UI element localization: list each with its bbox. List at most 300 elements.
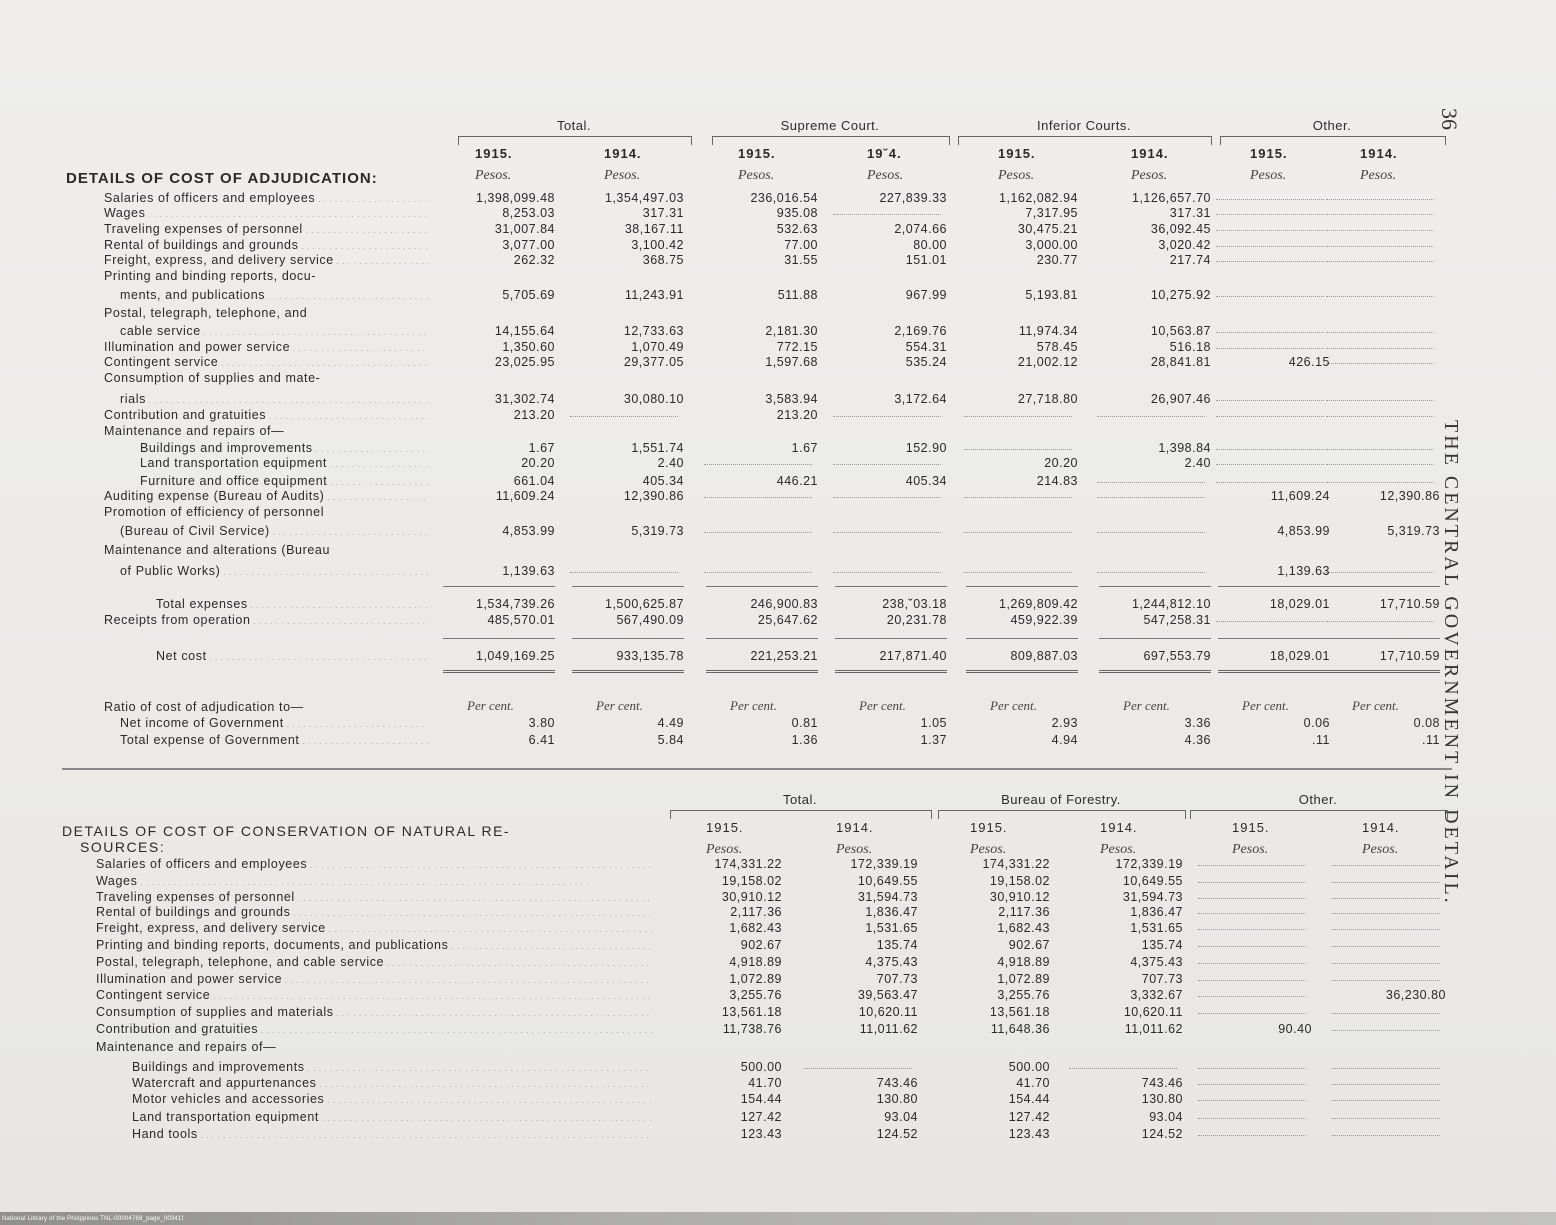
- blank-cell: [1198, 963, 1306, 964]
- value-cell: 1.67: [528, 441, 555, 455]
- value-cell: 4,918.89: [997, 955, 1050, 969]
- row-label: Receipts from operation . . .: [104, 613, 428, 627]
- section-divider: [62, 768, 1452, 770]
- blank-cell: [1097, 416, 1205, 417]
- table-row: [0, 340, 1556, 354]
- table-row: [0, 1110, 1556, 1124]
- value-cell: 31.55: [784, 253, 818, 267]
- value-cell: 3.36: [1184, 716, 1211, 730]
- row-label: Traveling expenses of personnel . . .: [96, 890, 652, 904]
- total-rule: [966, 670, 1078, 673]
- value-cell: 1,597.68: [765, 355, 818, 369]
- value-cell: 426.15: [1288, 355, 1330, 369]
- value-cell: 1,162,082.94: [999, 191, 1078, 205]
- year-header: 1915.: [970, 820, 1008, 835]
- blank-cell: [1198, 1013, 1306, 1014]
- value-cell: 262.32: [513, 253, 555, 267]
- column-group-brace: [670, 810, 932, 819]
- table-row: [0, 649, 1556, 663]
- percent-header: Per cent.: [596, 698, 643, 713]
- table-row: [0, 543, 1556, 557]
- value-cell: 3,077.00: [502, 238, 555, 252]
- value-cell: 743.46: [1141, 1076, 1183, 1090]
- value-cell: 5.84: [657, 733, 684, 747]
- column-group-header: Other.: [1298, 792, 1338, 807]
- blank-cell: [964, 572, 1072, 573]
- value-cell: 4,853.99: [1277, 524, 1330, 538]
- row-label: Wages . . .: [96, 874, 652, 888]
- row-label: Auditing expense (Bureau of Audits) . . .: [104, 489, 428, 503]
- blank-cell: [1216, 199, 1324, 200]
- blank-cell: [833, 416, 941, 417]
- table-row: [0, 1040, 1556, 1054]
- value-cell: 10,275.92: [1150, 288, 1211, 302]
- value-cell: 2.40: [1184, 456, 1211, 470]
- table-row: [0, 269, 1556, 283]
- row-label: Freight, express, and delivery service . . .: [104, 253, 428, 267]
- row-label: Printing and binding reports, documents, and publications . . .: [96, 938, 652, 952]
- value-cell: 154.44: [740, 1092, 782, 1106]
- blank-cell: [964, 532, 1072, 533]
- column-group-brace: [1190, 810, 1448, 819]
- blank-cell: [1198, 1084, 1306, 1085]
- column-group-brace: [712, 136, 950, 145]
- row-label: (Bureau of Civil Service) . . .: [120, 524, 428, 538]
- value-cell: 31,302.74: [494, 392, 555, 406]
- value-cell: 485,570.01: [487, 613, 555, 627]
- table-row: [0, 938, 1556, 952]
- table-row: [0, 1092, 1556, 1106]
- table-row: [0, 613, 1556, 627]
- blank-cell: [833, 214, 941, 215]
- row-label: Contingent service . . .: [104, 355, 428, 369]
- value-cell: 1,534,739.26: [476, 597, 555, 611]
- value-cell: 1,398.84: [1158, 441, 1211, 455]
- value-cell: 10,649.55: [857, 874, 918, 888]
- value-cell: 31,594.73: [1122, 890, 1183, 904]
- blank-cell: [964, 497, 1072, 498]
- blank-cell: [1326, 230, 1434, 231]
- value-cell: 2,074.66: [894, 222, 947, 236]
- value-cell: 4.94: [1051, 733, 1078, 747]
- value-cell: 933,135.78: [616, 649, 684, 663]
- table-row: [0, 408, 1556, 422]
- blank-cell: [1326, 621, 1434, 622]
- year-header: 1914.: [1360, 146, 1398, 161]
- blank-cell: [1326, 416, 1434, 417]
- blank-cell: [1332, 898, 1440, 899]
- row-label: rials . . .: [120, 392, 428, 406]
- value-cell: 7,317.95: [1025, 206, 1078, 220]
- value-cell: 567,490.09: [616, 613, 684, 627]
- table-row: [0, 489, 1556, 503]
- row-label: Consumption of supplies and materials . . .: [96, 1005, 652, 1019]
- blank-cell: [1332, 946, 1440, 947]
- table-row: [0, 564, 1556, 578]
- blank-cell: [1332, 963, 1440, 964]
- blank-cell: [1097, 497, 1205, 498]
- row-label: Illumination and power service . . .: [96, 972, 652, 986]
- value-cell: 317.31: [642, 206, 684, 220]
- value-cell: 967.99: [905, 288, 947, 302]
- value-cell: 172,339.19: [850, 857, 918, 871]
- blank-cell: [1216, 621, 1324, 622]
- blank-cell: [1097, 482, 1205, 483]
- blank-cell: [570, 416, 678, 417]
- blank-cell: [704, 532, 812, 533]
- unit-header: Pesos.: [836, 842, 873, 857]
- value-cell: 30,475.21: [1017, 222, 1078, 236]
- value-cell: 127.42: [1008, 1110, 1050, 1124]
- unit-header: Pesos.: [1100, 842, 1137, 857]
- value-cell: 31,007.84: [494, 222, 555, 236]
- blank-cell: [1332, 1030, 1440, 1031]
- value-cell: 11,609.24: [1270, 489, 1330, 503]
- year-header: 1915.: [706, 820, 744, 835]
- value-cell: 130.80: [1141, 1092, 1183, 1106]
- blank-cell: [1332, 980, 1440, 981]
- value-cell: 124.52: [1141, 1127, 1183, 1141]
- table-row: [0, 955, 1556, 969]
- row-label: Printing and binding reports, docu-: [104, 269, 317, 283]
- table-row: [0, 1076, 1556, 1090]
- blank-cell: [1198, 980, 1306, 981]
- value-cell: 0.81: [791, 716, 818, 730]
- row-label: Hand tools . . .: [132, 1127, 652, 1141]
- value-cell: 26,907.46: [1150, 392, 1211, 406]
- value-cell: 124.52: [876, 1127, 918, 1141]
- value-cell: 151.01: [905, 253, 947, 267]
- table-row: [0, 288, 1556, 302]
- blank-cell: [1198, 1135, 1306, 1136]
- year-header: 1914.: [1131, 146, 1169, 161]
- row-label: Wages . . .: [104, 206, 428, 220]
- total-rule: [1218, 670, 1330, 673]
- value-cell: 10,620.11: [1123, 1005, 1183, 1019]
- column-group-header: Bureau of Forestry.: [1001, 792, 1121, 807]
- ratio-heading-row: [0, 700, 1556, 714]
- unit-header: Pesos.: [998, 168, 1035, 183]
- row-label: Illumination and power service . . .: [104, 340, 428, 354]
- table-row: [0, 306, 1556, 320]
- unit-header: Pesos.: [1360, 168, 1397, 183]
- row-label: Contribution and gratuities . . .: [104, 408, 428, 422]
- blank-cell: [833, 464, 941, 465]
- blank-cell: [1332, 1118, 1440, 1119]
- row-label: Land transportation equipment . . .: [132, 1110, 652, 1124]
- blank-cell: [570, 572, 678, 573]
- value-cell: 3,583.94: [765, 392, 818, 406]
- value-cell: 1,049,169.25: [476, 649, 555, 663]
- value-cell: 11,011.62: [859, 1022, 918, 1036]
- value-cell: 17,710.59: [1379, 597, 1440, 611]
- value-cell: 772.15: [776, 340, 818, 354]
- value-cell: 90.40: [1278, 1022, 1312, 1036]
- year-header: 1914.: [1362, 820, 1400, 835]
- year-header: 1915.: [1232, 820, 1270, 835]
- value-cell: 25,647.62: [757, 613, 818, 627]
- value-cell: 459,922.39: [1010, 613, 1078, 627]
- column-group-header: Total.: [782, 792, 818, 807]
- value-cell: 5,319.73: [1387, 524, 1440, 538]
- row-label: of Public Works) . . .: [120, 564, 428, 578]
- blank-cell: [1326, 246, 1434, 247]
- value-cell: 4.49: [657, 716, 684, 730]
- value-cell: 1,072.89: [729, 972, 782, 986]
- value-cell: 1,244,812.10: [1132, 597, 1211, 611]
- row-label: Net income of Government . . .: [120, 716, 428, 730]
- column-group-header: Other.: [1312, 118, 1352, 133]
- value-cell: 28,841.81: [1150, 355, 1211, 369]
- column-group-header: Total.: [556, 118, 592, 133]
- row-label: Land transportation equipment . . .: [140, 456, 428, 470]
- value-cell: 21,002.12: [1017, 355, 1078, 369]
- value-cell: 130.80: [876, 1092, 918, 1106]
- value-cell: 500.00: [740, 1060, 782, 1074]
- blank-cell: [704, 572, 812, 573]
- blank-cell: [1216, 348, 1324, 349]
- value-cell: 123.43: [1008, 1127, 1050, 1141]
- value-cell: 172,339.19: [1115, 857, 1183, 871]
- value-cell: 2.93: [1051, 716, 1078, 730]
- value-cell: 902.67: [1008, 938, 1050, 952]
- value-cell: 23,025.95: [494, 355, 555, 369]
- value-cell: 5,705.69: [502, 288, 555, 302]
- blank-cell: [1198, 996, 1306, 997]
- year-header: 1915.: [1250, 146, 1288, 161]
- value-cell: 1,500,625.87: [605, 597, 684, 611]
- total-rule: [835, 670, 947, 673]
- value-cell: 238,˘03.18: [882, 597, 947, 611]
- table-row: [0, 733, 1556, 747]
- blank-cell: [833, 497, 941, 498]
- value-cell: 8,253.03: [502, 206, 555, 220]
- value-cell: 578.45: [1036, 340, 1078, 354]
- blank-cell: [1332, 1100, 1440, 1101]
- unit-header: Pesos.: [738, 168, 775, 183]
- sum-rule: [572, 586, 684, 587]
- value-cell: 3,255.76: [729, 988, 782, 1002]
- blank-cell: [704, 464, 812, 465]
- row-label: Postal, telegraph, telephone, and: [104, 306, 308, 320]
- value-cell: 554.31: [905, 340, 947, 354]
- blank-cell: [1332, 1068, 1440, 1069]
- value-cell: 127.42: [740, 1110, 782, 1124]
- value-cell: 1,139.63: [1277, 564, 1330, 578]
- value-cell: 36,092.45: [1150, 222, 1211, 236]
- scan-credit: National Library of the Philippines TNL-00004769_page_00341f: [2, 1216, 184, 1222]
- value-cell: 152.90: [905, 441, 947, 455]
- blank-cell: [964, 416, 1072, 417]
- blank-cell: [1326, 261, 1434, 262]
- value-cell: 4,853.99: [502, 524, 555, 538]
- value-cell: 1,350.60: [502, 340, 555, 354]
- sum-rule: [706, 586, 818, 587]
- blank-cell: [1198, 1118, 1306, 1119]
- value-cell: 446.21: [776, 474, 818, 488]
- row-label: cable service . . .: [120, 324, 428, 338]
- unit-header: Pesos.: [706, 842, 743, 857]
- value-cell: 77.00: [784, 238, 818, 252]
- sum-rule: [1328, 638, 1440, 639]
- value-cell: 511.88: [777, 288, 818, 302]
- value-cell: 11,648.36: [990, 1022, 1050, 1036]
- blank-cell: [1332, 929, 1440, 930]
- table-heading: DETAILS OF COST OF CONSERVATION OF NATURAL RE-: [62, 823, 511, 839]
- blank-cell: [1326, 214, 1434, 215]
- row-label: Rental of buildings and grounds . . .: [96, 905, 652, 919]
- value-cell: 19,158.02: [989, 874, 1050, 888]
- value-cell: 3.80: [528, 716, 555, 730]
- value-cell: 1,531.65: [865, 921, 918, 935]
- blank-cell: [1326, 348, 1434, 349]
- percent-header: Per cent.: [467, 698, 514, 713]
- value-cell: 12,733.63: [623, 324, 684, 338]
- value-cell: 30,080.10: [623, 392, 684, 406]
- value-cell: 1,126,657.70: [1132, 191, 1211, 205]
- value-cell: 11,974.34: [1018, 324, 1078, 338]
- blank-cell: [964, 449, 1072, 450]
- value-cell: 368.75: [642, 253, 684, 267]
- value-cell: 4,375.43: [1130, 955, 1183, 969]
- scan-edge: [0, 1212, 1556, 1225]
- blank-cell: [1326, 199, 1434, 200]
- sum-rule: [966, 638, 1078, 639]
- table-row: [0, 1127, 1556, 1141]
- blank-cell: [1326, 296, 1434, 297]
- value-cell: 3,255.76: [997, 988, 1050, 1002]
- year-header: 1914.: [836, 820, 874, 835]
- blank-cell: [1332, 913, 1440, 914]
- percent-header: Per cent.: [990, 698, 1037, 713]
- unit-header: Pesos.: [1250, 168, 1287, 183]
- row-label: Furniture and office equipment . . .: [140, 474, 428, 488]
- percent-header: Per cent.: [1123, 698, 1170, 713]
- value-cell: 41.70: [748, 1076, 782, 1090]
- unit-header: Pesos.: [1362, 842, 1399, 857]
- value-cell: 0.06: [1303, 716, 1330, 730]
- value-cell: 18,029.01: [1269, 649, 1330, 663]
- ratio-heading: Ratio of cost of adjudication to—: [104, 700, 304, 714]
- unit-header: Pesos.: [475, 168, 512, 183]
- column-group-header: Inferior Courts.: [1037, 118, 1131, 133]
- value-cell: 1,682.43: [729, 921, 782, 935]
- unit-header: Pesos.: [867, 168, 904, 183]
- value-cell: 11,738.76: [722, 1022, 782, 1036]
- running-head: THE CENTRAL GOVERNMENT IN DETAIL.: [1440, 420, 1462, 906]
- column-group-brace: [458, 136, 692, 145]
- blank-cell: [1198, 913, 1306, 914]
- value-cell: 36,230.80: [1385, 988, 1446, 1002]
- sum-rule: [1099, 586, 1211, 587]
- row-label: Salaries of officers and employees . . .: [104, 191, 428, 205]
- table-row: [0, 1022, 1556, 1036]
- sum-rule: [443, 586, 555, 587]
- year-header: 1915.: [998, 146, 1036, 161]
- value-cell: 547,258.31: [1143, 613, 1211, 627]
- value-cell: 11,609.24: [495, 489, 555, 503]
- value-cell: 20.20: [1044, 456, 1078, 470]
- row-label: ments, and publications . . .: [120, 288, 428, 302]
- blank-cell: [1216, 246, 1324, 247]
- value-cell: 516.18: [1169, 340, 1211, 354]
- value-cell: 174,331.22: [714, 857, 782, 871]
- value-cell: 217.74: [1169, 253, 1211, 267]
- value-cell: 39,563.47: [857, 988, 918, 1002]
- value-cell: 29,377.05: [623, 355, 684, 369]
- value-cell: 4,375.43: [865, 955, 918, 969]
- row-label: Buildings and improvements . . .: [140, 441, 428, 455]
- row-label: Salaries of officers and employees . . .: [96, 857, 652, 871]
- blank-cell: [1216, 400, 1324, 401]
- blank-cell: [1332, 1013, 1440, 1014]
- value-cell: 13,561.18: [721, 1005, 782, 1019]
- blank-cell: [704, 497, 812, 498]
- table-row: [0, 456, 1556, 470]
- blank-cell: [1097, 532, 1205, 533]
- value-cell: 2,117.36: [730, 905, 782, 919]
- blank-cell: [1216, 482, 1324, 483]
- value-cell: 30,910.12: [721, 890, 782, 904]
- year-header: 1914.: [1100, 820, 1138, 835]
- row-label: Promotion of efficiency of personnel: [104, 505, 325, 519]
- value-cell: 661.04: [513, 474, 555, 488]
- blank-cell: [1326, 363, 1434, 364]
- value-cell: 11,011.62: [1124, 1022, 1183, 1036]
- total-rule: [443, 670, 555, 673]
- table-row: [0, 324, 1556, 338]
- table-row: [0, 921, 1556, 935]
- value-cell: 1.36: [791, 733, 818, 747]
- table-row: [0, 988, 1556, 1002]
- value-cell: 2,117.36: [998, 905, 1050, 919]
- sum-rule: [966, 586, 1078, 587]
- value-cell: 80.00: [913, 238, 947, 252]
- table-row: [0, 424, 1556, 438]
- value-cell: 1,269,809.42: [999, 597, 1078, 611]
- unit-header: Pesos.: [1131, 168, 1168, 183]
- value-cell: 1,070.49: [631, 340, 684, 354]
- table-row: [0, 441, 1556, 455]
- row-label: Traveling expenses of personnel . . .: [104, 222, 428, 236]
- value-cell: 11,243.91: [624, 288, 684, 302]
- value-cell: 10,649.55: [1122, 874, 1183, 888]
- value-cell: 743.46: [876, 1076, 918, 1090]
- value-cell: 535.24: [905, 355, 947, 369]
- value-cell: 3,000.00: [1025, 238, 1078, 252]
- blank-cell: [1198, 1068, 1306, 1069]
- value-cell: 4.36: [1184, 733, 1211, 747]
- table-row: [0, 1005, 1556, 1019]
- table-row: [0, 505, 1556, 519]
- table-heading: DETAILS OF COST OF ADJUDICATION:: [66, 170, 378, 187]
- blank-cell: [1326, 400, 1434, 401]
- table-row: [0, 222, 1556, 236]
- unit-header: Pesos.: [970, 842, 1007, 857]
- value-cell: 13,561.18: [989, 1005, 1050, 1019]
- row-label: Maintenance and repairs of—: [96, 1040, 277, 1054]
- value-cell: 0.08: [1413, 716, 1440, 730]
- unit-header: Pesos.: [604, 168, 641, 183]
- percent-header: Per cent.: [859, 698, 906, 713]
- table-row: [0, 857, 1556, 871]
- row-label: Watercraft and appurtenances . . .: [132, 1076, 652, 1090]
- value-cell: 4,918.89: [729, 955, 782, 969]
- blank-cell: [1216, 296, 1324, 297]
- row-label: Buildings and improvements . . .: [132, 1060, 652, 1074]
- value-cell: 214.83: [1036, 474, 1078, 488]
- blank-cell: [1198, 865, 1306, 866]
